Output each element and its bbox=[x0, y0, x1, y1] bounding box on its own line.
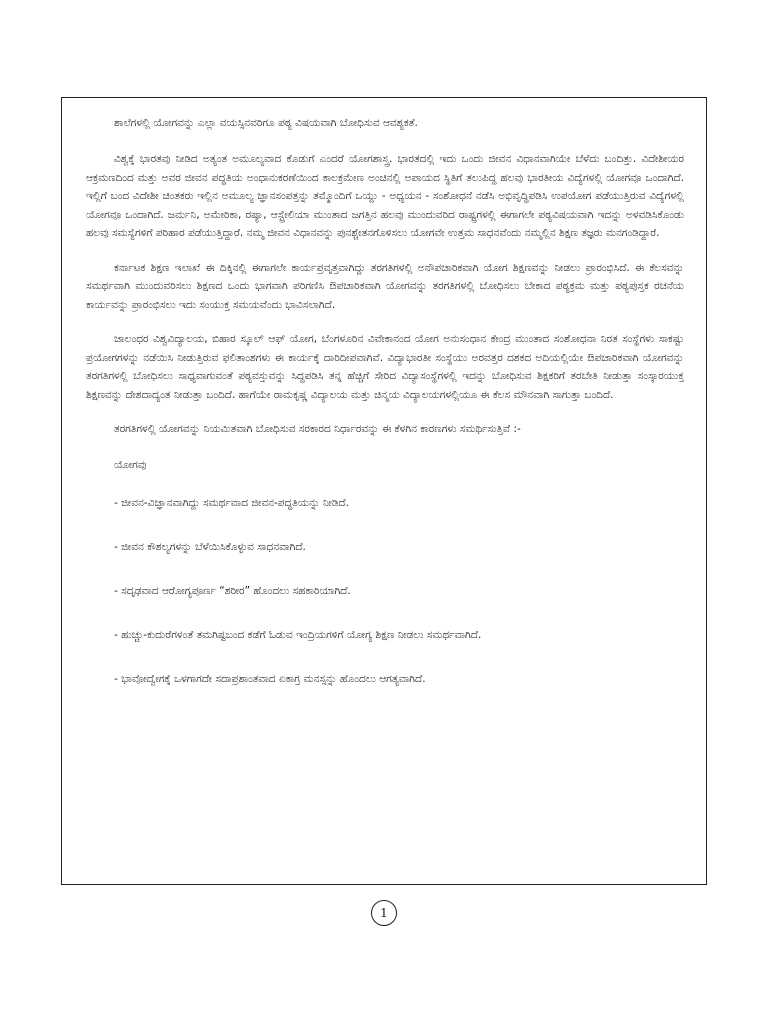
list-item: - ಭಾವೋದ್ವೇಗಕ್ಕೆ ಒಳಗಾಗದೇ ಸದಾಪ್ರಶಾಂತವಾದ ಏಕಾಗ್ರ ಮನಸ್ಸನ್ನು ಹೊಂದಲು ಆಗತ್ಯವಾಗಿದೆ. bbox=[114, 673, 426, 685]
page-number: 1 bbox=[371, 900, 397, 926]
list-item: - ಸದೃಢವಾದ ಆರೋಗ್ಯಪೂರ್ಣ “ಶರೀರ” ಹೊಂದಲು ಸಹಕಾರಿಯಾಗಿದೆ. bbox=[114, 585, 351, 597]
paragraph-2: ಕರ್ನಾಟಕ ಶಿಕ್ಷಣ ಇಲಾಖೆ ಈ ದಿಕ್ಕಿನಲ್ಲಿ ಈಗಾಗಲೇ ಕಾರ್ಯಪ್ರವೃತ್ತವಾಗಿದ್ದು ತರಗತಿಗಳಲ್ಲಿ ಅನೌಪಚಾರಿಕವಾಗಿ ಯೋಗ ಶಿಕ್ಷಣವನ್ನು ನೀಡಲು ಪ್ರಾರಂಭಿಸಿದೆ. ಈ ಕೆಲಸವನ್ನು ಸಮರ್ಥವಾಗಿ ಮುಂದುವರಿಸಲು ಶಿಕ್ಷಣದ ಒಂದು ಭಾಗವಾಗಿ ಪರಿಗಣಿಸಿ ಔಪಚಾರಿಕವಾಗಿ ಯೋಗವನ್ನು ತರಗತಿಗಳಲ್ಲಿ ಬೋಧಿಸಲು ಬೇಕಾದ ಪಠ್ಯಕ್ರಮ ಮತ್ತು ಪಠ್ಯಪುಸ್ತಕ ರಚನೆಯ ಕಾರ್ಯವನ್ನು ಪ್ರಾರಂಭಿಸಲು ಇದು ಸಂಯುಕ್ತ ಸಮಯವೆಂದು ಭಾವಿಸಲಾಗಿದೆ. bbox=[86, 261, 684, 311]
paragraph-3: ಜಾಲಂಧರ ವಿಶ್ವವಿದ್ಯಾಲಯ, ಬಿಹಾರ ಸ್ಕೂಲ್ ಆಫ್ ಯೋಗ, ಬೆಂಗಳೂರಿನ ವಿವೇಕಾನಂದ ಯೋಗ ಅನುಸಂಧಾನ ಕೇಂದ್ರ ಮುಂತಾದ ಸಂಶೋಧನಾ ನಿರತ ಸಂಸ್ಥೆಗಳು ಸಾಕಷ್ಟು ಪ್ರಯೋಗಗಳನ್ನು ನಡೆಯಿಸಿ ನೀಡುತ್ತಿರುವ ಫಲಿತಾಂಶಗಳು ಈ ಕಾರ್ಯಕ್ಕೆ ದಾರಿದೀಪವಾಗಿವೆ. ವಿದ್ಯಾಭಾರತೀ ಸಂಸ್ಥೆಯು ಅರವತ್ತರ ದಶಕದ ಅದಿಯಲ್ಲಿಯೇ ಔಪಚಾರಿಕವಾಗಿ ಯೋಗವನ್ನು ತರಗತಿಗಳಲ್ಲಿ ಬೋಧಿಸಲು ಸಾಧ್ಯವಾಗುವಂತೆ ಪಠ್ಯವಸ್ತುವನ್ನು ಸಿದ್ಧಪಡಿಸಿ ತನ್ನ ಹೆಚ್ಚಿಗೆ ಸೇರಿದ ವಿದ್ಯಾಸಂಸ್ಥೆಗಳಲ್ಲಿ ಇದನ್ನು ಬೋಧಿಸುವ ಶಿಕ್ಷಕರಿಗೆ ತರಬೇತಿ ನೀಡುತ್ತಾ ಸಂಸ್ಕಾರಯುಕ್ತ ಶಿಕ್ಷಣವನ್ನು ದೇಶದಾದ್ಯಂತ ನೀಡುತ್ತಾ ಬಂದಿದೆ. ಹಾಗೆಯೇ ರಾಮಕೃಷ್ಣ ವಿದ್ಯಾಲಯ ಮತ್ತು ಚಿನ್ಮಯ ವಿದ್ಯಾಲಯಗಳಲ್ಲಿಯೂ ಈ ಕೆಲಸ ಮೌನವಾಗಿ ಸಾಗುತ್ತಾ ಬಂದಿದೆ. bbox=[86, 333, 684, 401]
paragraph-1: ವಿಶ್ವಕ್ಕೆ ಭಾರತವು ನೀಡಿದ ಅತ್ಯಂತ ಅಮೂಲ್ಯವಾದ ಕೊಡುಗೆ ಎಂದರೆ ಯೋಗಶಾಸ್ತ್ರ. ಭಾರತದಲ್ಲಿ ಇದು ಒಂದು ಜೀವನ ವಿಧಾನವಾಗಿಯೇ ಬೆಳೆದು ಬಂದಿತ್ತು. ವಿದೇಶೀಯರ ಆಕ್ರಮಣದಿಂದ ಮತ್ತು ಅವರ ಜೀವನ ಪದ್ಧತಿಯ ಅಂಧಾನುಕರಣೆಯಿಂದ ಕಾಲಕ್ರಮೇಣ ಅಂಚಿನಲ್ಲಿ ಅಪಾಯದ ಸ್ಥಿತಿಗೆ ತಲುಪಿದ್ದ ಹಲವು ಭಾರತೀಯ ವಿದ್ಯೆಗಳಲ್ಲಿ ಯೋಗವೂ ಒಂದಾಗಿದೆ. ಇಲ್ಲಿಗೆ ಬಂದ ವಿದೇಶೀ ಚಿಂತಕರು ಇಲ್ಲಿನ ಅಮೂಲ್ಯ ಜ್ಞಾನಸಂಪತ್ತನ್ನು ತಮ್ಮೊಂದಿಗೆ ಒಯ್ದು - ಅಧ್ಯಯನ - ಸಂಶೋಧನೆ ನಡೆಸಿ ಅಭಿವೃದ್ಧಿಪಡಿಸಿ ಉಪಯೋಗ ಪಡೆಯುತ್ತಿರುವ ವಿದ್ಯೆಗಳಲ್ಲಿ ಯೋಗವೂ ಒಂದಾಗಿದೆ. ಜರ್ಮನಿ, ಅಮೇರಿಕಾ, ರಷ್ಯಾ, ಆಸ್ಟ್ರೇಲಿಯಾ ಮುಂತಾದ ಜಗತ್ತಿನ ಹಲವು ಮುಂದುವರಿದ ರಾಷ್ಟ್ರಗಳಲ್ಲಿ ಈಗಾಗಲೇ ಪಠ್ಯವಿಷಯವಾಗಿ ಇದನ್ನು ಅಳವಡಿಸಿಕೊಂಡು ಹಲವು ಸಮಸ್ಯೆಗಳಿಗೆ ಪರಿಹಾರ ಪಡೆಯುತ್ತಿದ್ದಾರೆ. ನಮ್ಮ ಜೀವನ ವಿಧಾನವನ್ನು ಪುನಶ್ಚೇತನಗೊಳಿಸಲು ಯೋಗವೇ ಉತ್ತಮ ಸಾಧನವೆಂದು ನಮ್ಮಲ್ಲಿನ ಶಿಕ್ಷಣ ತಜ್ಞರು ಮನಗಂಡಿದ್ದಾರೆ. bbox=[86, 153, 684, 239]
benefits-list bbox=[86, 494, 684, 688]
intro-line: ಶಾಲೆಗಳಲ್ಲಿ ಯೋಗವನ್ನು ಎಲ್ಲಾ ವಯಸ್ಸಿನವರಿಗೂ ಪಠ್ಯ ವಿಷಯವಾಗಿ ಬೋಧಿಸುವ ಆವಶ್ಯಕತೆ. bbox=[114, 117, 418, 129]
list-item: - ಜೀವನ-ವಿಜ್ಞಾನವಾಗಿದ್ದು ಸಮರ್ಥವಾದ ಜೀವನ-ಪದ್ಧತಿಯನ್ನು ನೀಡಿದೆ. bbox=[114, 497, 349, 509]
list-label: ಯೋಗವು bbox=[114, 459, 147, 471]
list-item: - ಹುಚ್ಚು-ಕುದುರೆಗಳಂತೆ ತಮಗಿಷ್ಟಬಂದ ಕಡೆಗೆ ಓಡುವ ಇಂದ್ರಿಯಗಳಿಗೆ ಯೋಗ್ಯ ಶಿಕ್ಷಣ ನೀಡಲು ಸಮರ್ಥವಾಗಿದೆ. bbox=[114, 629, 482, 641]
decision-line: ತರಗತಿಗಳಲ್ಲಿ ಯೋಗವನ್ನು ನಿಯಮಿತವಾಗಿ ಬೋಧಿಸುವ ಸರಕಾರದ ನಿರ್ಧಾರವನ್ನು ಈ ಕೆಳಗಿನ ಕಾರಣಗಳು ಸಮರ್ಥಿಸುತ್ತಿವೆ :- bbox=[114, 423, 521, 435]
list-item: - ಜೀವನ ಕೌಶಲ್ಯಗಳನ್ನು ಬೆಳೆಯಿಸಿಕೊಳ್ಳುವ ಸಾಧನವಾಗಿದೆ. bbox=[114, 541, 306, 553]
page-frame bbox=[61, 97, 707, 885]
